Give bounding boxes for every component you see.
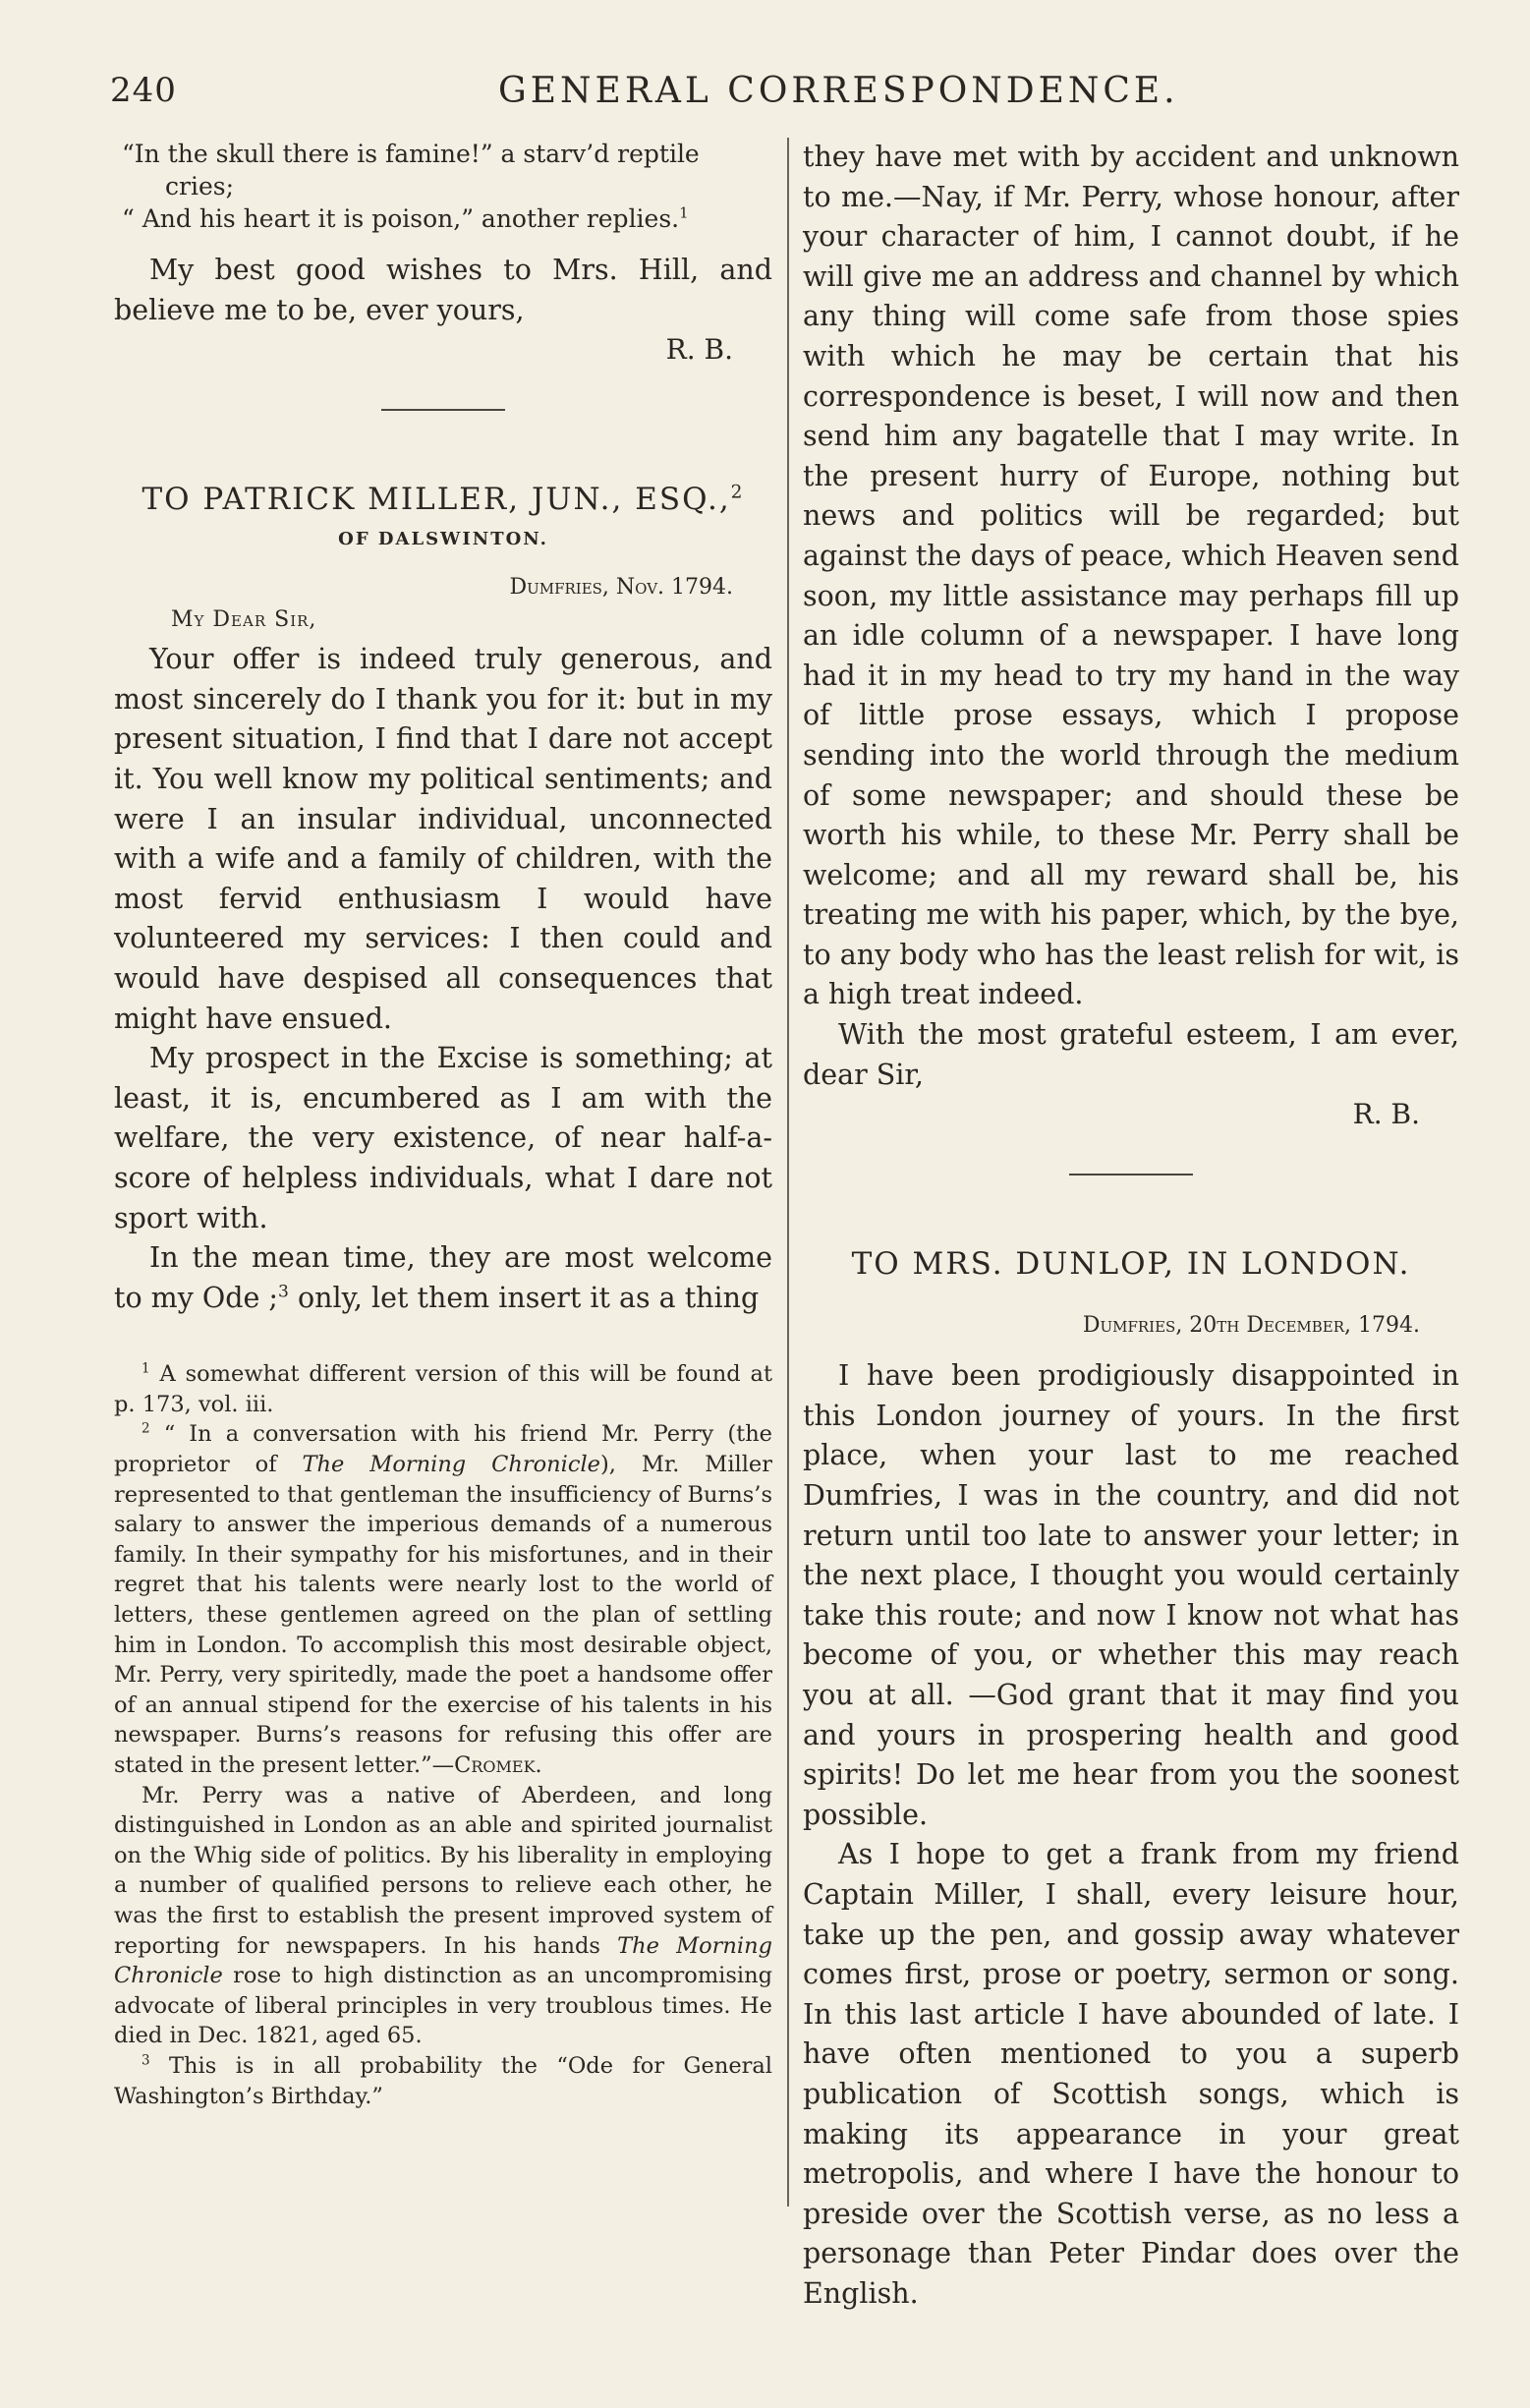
footnotes [114, 1359, 772, 2111]
footnote-ref: 2 [730, 482, 745, 503]
page-header [110, 71, 1179, 120]
footnote-text: This is in all probability the “Ode for General Washington’s Birthday.” [114, 2052, 772, 2109]
verse-line: “In the skull there is famine!” a starv’d reptile [122, 140, 700, 168]
letter-title [114, 478, 772, 521]
footnote-number: 3 [142, 2052, 150, 2069]
salutation: My Dear Sir, [171, 607, 317, 633]
footnote-ref: 1 [679, 203, 689, 222]
verse-line [114, 202, 772, 235]
footnote-3 [114, 2051, 772, 2111]
signature: R. B. [1352, 1098, 1420, 1131]
running-title: GENERAL CORRESPONDENCE. [498, 71, 1179, 111]
paragraph [114, 1238, 772, 1318]
paragraph: Your offer is indeed truly generous, and most sincerely do I thank you for it: but in my present situation, I find that I dare not accept it. You well know my political sentiments; and were I an insular individual, unconnected with a wife and a family of children, with the most fervid enthusiasm I would have volunteered my services: I then could and would have despised all consequences that might have ensued. [114, 643, 772, 1035]
letter-title: TO MRS. DUNLOP, IN LONDON. [851, 1246, 1411, 1283]
closing-line: With the most grateful esteem, I am ever, dear Sir, [803, 1018, 1459, 1091]
paragraph: My prospect in the Excise is something; at least, it is, encumbered as I am with the welfare, the very existence, of near half-a-score of helpless individuals, what I dare not sport with. [114, 1042, 772, 1234]
footnote-number: 1 [142, 1360, 150, 1377]
column-divider [787, 138, 789, 2207]
footnote-1 [114, 1359, 772, 1419]
paragraph: I have been prodigiously disappointed in this London journey of yours. In the first place, when your last to me reached Dumfries, I was in the country, and did not return until too late to answer your letter; in the next place, I thought you would certainly take this route; and now I know not what has become of you, or whether this may reach you at all. —God grant that it may find you and yours in prospering health and good spirits! Do let me hear from you the soonest possible. [803, 1359, 1459, 1831]
footnote-ref: 3 [278, 1282, 289, 1302]
page-number: 240 [110, 71, 177, 110]
publication-title: The Morning Chronicle [114, 1932, 772, 1989]
paragraph-text: In the mean time, they are most welcome to my Ode ; [114, 1241, 772, 1314]
letter-title-text: TO PATRICK MILLER, JUN., ESQ., [142, 482, 731, 518]
verse-quote [114, 138, 772, 235]
citation: Cromek. [454, 1752, 542, 1778]
section-separator [1069, 1174, 1193, 1175]
paragraph: they have met with by accident and unknown to me.—Nay, if Mr. Perry, whose honour, after your character of him, I cannot doubt, if he will give me an address and channel by which any thing will come safe from those spies with which he may be certain that his correspondence is beset, I will now and then send him any bagatelle that I may write. In the present hurry of Europe, nothing but news and politics will be regarded; but against the days of peace, which Heaven send soon, my little assistance may perhaps fill up an idle column of a newspaper. I have long had it in my head to try my hand in the way of little prose essays, which I propose sending into the world through the medium of some newspaper; and should these be worth his while, to these Mr. Perry shall be welcome; and all my reward shall be, his treating me with his paper, which, by the bye, to any body who has the least relish for wit, is a high treat indeed. [803, 141, 1459, 1011]
footnote-2 [114, 1419, 772, 1780]
publication-title: The Morning Chronicle [302, 1452, 600, 1478]
letter-subtitle: OF DALSWINTON. [338, 529, 548, 550]
right-column [803, 138, 1459, 2315]
closing-line: My best good wishes to Mrs. Hill, and believe me to be, ever yours, [114, 254, 772, 326]
paragraph-text: only, let them insert it as a thing [288, 1281, 760, 1314]
footnote-text: ), Mr. Miller represented to that gentleman the insufficiency of Burns’s salary to answer the imperious demands of a numerous family. In their sympathy for his misfortunes, and in their regret that his talents were nearly lost to the world of letters, these gentlemen agreed on the plan of settling him in London. To accomplish this most desirable object, Mr. Perry, very spiritedly, made the poet a handsome offer of an annual stipend for the exercise of his talents in his newspaper. Burns’s reasons for refusing this offer are stated in the present letter.”— [114, 1452, 772, 1778]
paragraph: As I hope to get a frank from my friend Captain Miller, I shall, every leisure hour, take up the pen, and gossip away whatever comes first, prose or poetry, sermon or song. In this last article I have abounded of late. I have often mentioned to you a superb publication of Scottish songs, which is making its appearance in your great metropolis, and where I have the honour to preside over the Scottish verse, as no less a personage than Peter Pindar does over the English. [803, 1838, 1459, 2310]
footnote-2-continued [114, 1781, 772, 2051]
section-separator [381, 409, 505, 411]
verse-line: cries; [165, 172, 234, 201]
footnote-text: rose to high distinction as an uncompromising advocate of liberal principles in very troublous times. He died in Dec. 1821, aged 65. [114, 1963, 772, 2049]
footnote-text: A somewhat different version of this will be found at p. 173, vol. iii. [114, 1361, 772, 1417]
verse-line-text: “ And his heart it is poison,” another replies. [122, 204, 680, 233]
footnote-number: 2 [142, 1420, 150, 1437]
dateline: Dumfries, Nov. 1794. [509, 575, 733, 601]
footnote-text: Mr. Perry was a native of Aberdeen, and long distinguished in London as an able and spirited journalist on the Whig side of politics. By his liberality in employing a number of qualified persons to relieve each other, he was the first to establish the present improved system of reporting for newspapers. In his hands [114, 1782, 772, 1959]
left-column [114, 138, 772, 2111]
dateline: Dumfries, 20th December, 1794. [1082, 1313, 1420, 1339]
signature: R. B. [665, 333, 733, 367]
footnote-text: “ In a conversation with his friend Mr. Perry (the proprietor of [114, 1421, 772, 1478]
